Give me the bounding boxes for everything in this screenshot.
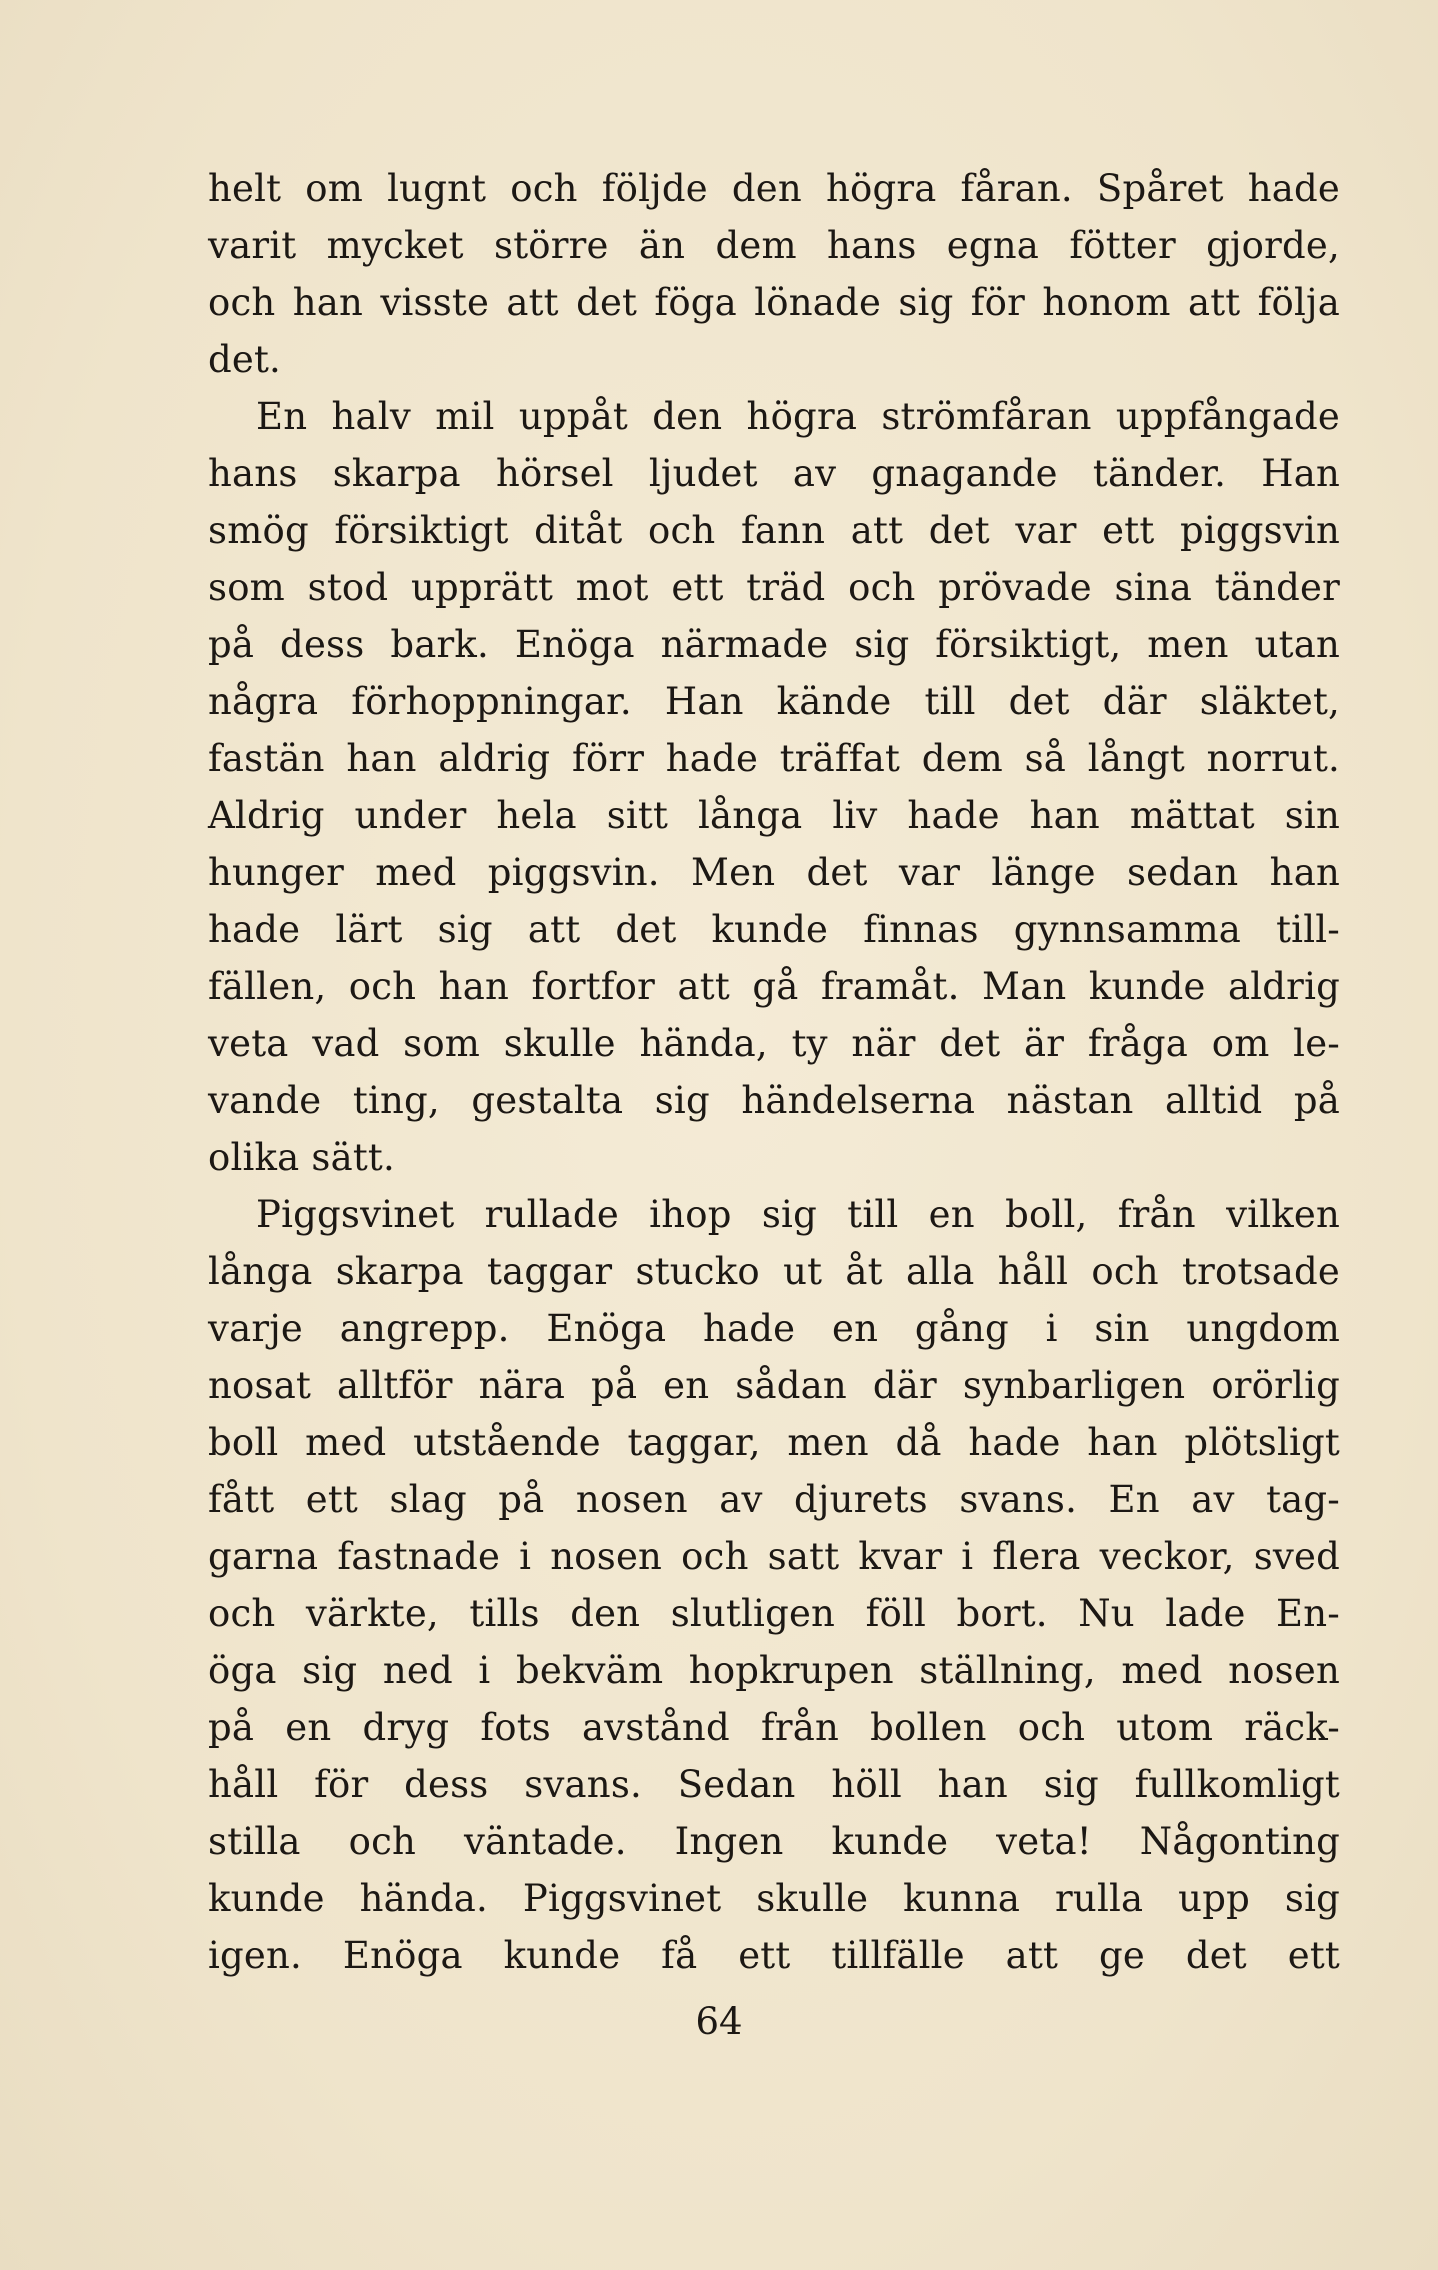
text-line: stilla och väntade. Ingen kunde veta! Någonting: [208, 1820, 1340, 1863]
text-line: En halv mil uppåt den högra strömfåran uppfångade: [256, 395, 1340, 438]
text-line: hans skarpa hörsel ljudet av gnagande tänder. Han: [208, 452, 1340, 495]
text-line: fått ett slag på nosen av djurets svans. En av tag-: [208, 1478, 1340, 1521]
text-line: hunger med piggsvin. Men det var länge sedan han: [208, 851, 1340, 894]
text-line: öga sig ned i bekväm hopkrupen ställning, med nosen: [208, 1649, 1340, 1692]
text-line: varit mycket större än dem hans egna fötter gjorde,: [208, 224, 1340, 267]
text-line: vande ting, gestalta sig händelserna nästan alltid på: [208, 1079, 1340, 1122]
text-line: Aldrig under hela sitt långa liv hade han mättat sin: [208, 794, 1340, 837]
text-line: det.: [208, 338, 282, 381]
text-line: nosat alltför nära på en sådan där synbarligen orörlig: [208, 1364, 1340, 1407]
text-line: igen. Enöga kunde få ett tillfälle att ge det ett: [208, 1934, 1340, 1977]
text-line: håll för dess svans. Sedan höll han sig fullkomligt: [208, 1763, 1340, 1806]
text-line: garna fastnade i nosen och satt kvar i flera veckor, sved: [208, 1535, 1340, 1578]
text-line: olika sätt.: [208, 1136, 395, 1179]
text-line: och han visste att det föga lönade sig för honom att följa: [208, 281, 1340, 324]
text-line: långa skarpa taggar stucko ut åt alla håll och trotsade: [208, 1250, 1340, 1293]
text-line: som stod upprätt mot ett träd och prövade sina tänder: [208, 566, 1340, 609]
page-number: 64: [695, 2000, 743, 2043]
text-line: och värkte, tills den slutligen föll bort. Nu lade En-: [208, 1592, 1340, 1635]
text-line: veta vad som skulle hända, ty när det är fråga om le-: [208, 1022, 1340, 1065]
text-line: på dess bark. Enöga närmade sig försiktigt, men utan: [208, 623, 1340, 666]
text-line: kunde hända. Piggsvinet skulle kunna rulla upp sig: [208, 1877, 1340, 1920]
text-line: varje angrepp. Enöga hade en gång i sin ungdom: [208, 1307, 1340, 1350]
text-line: boll med utstående taggar, men då hade han plötsligt: [208, 1421, 1340, 1464]
body-text: [208, 160, 1340, 1984]
text-line: fällen, och han fortfor att gå framåt. Man kunde aldrig: [208, 965, 1340, 1008]
text-line: hade lärt sig att det kunde finnas gynnsamma till-: [208, 908, 1340, 951]
text-line: några förhoppningar. Han kände till det där släktet,: [208, 680, 1340, 723]
text-line: Piggsvinet rullade ihop sig till en boll, från vilken: [256, 1193, 1340, 1236]
text-line: smög försiktigt ditåt och fann att det var ett piggsvin: [208, 509, 1340, 552]
text-line: fastän han aldrig förr hade träffat dem så långt norrut.: [208, 737, 1340, 780]
text-line: helt om lugnt och följde den högra fåran. Spåret hade: [208, 167, 1340, 210]
text-line: på en dryg fots avstånd från bollen och utom räck-: [208, 1706, 1340, 1749]
